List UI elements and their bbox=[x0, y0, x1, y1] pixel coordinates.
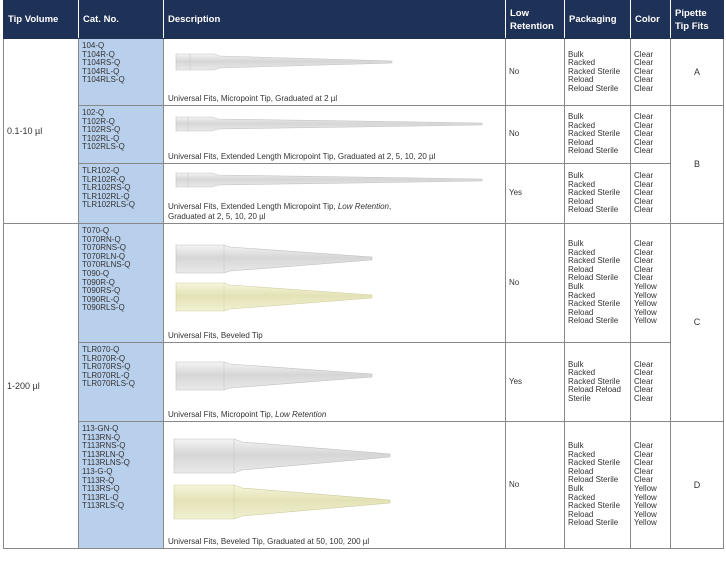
header-description: Description bbox=[164, 1, 506, 39]
low-retention-cell: No bbox=[506, 224, 565, 343]
pipette-tip-image-yellow bbox=[174, 280, 374, 314]
description-text: Universal Fits, Beveled Tip, Graduated at 50, 100, 200 µl bbox=[168, 536, 370, 546]
pipette-tip-image bbox=[174, 114, 484, 134]
description-text bbox=[168, 410, 326, 420]
color-cell: Clear Clear Clear Clear Clear Yellow Yellow Yellow Yellow Yellow bbox=[631, 224, 671, 343]
header-low-retention bbox=[506, 1, 565, 39]
pipette-tip-image bbox=[172, 436, 392, 476]
description-text-part: , Graduated at 2, 5, 10, 20 µl bbox=[168, 202, 392, 221]
description-emphasis: Low Retention bbox=[275, 409, 327, 419]
low-retention-cell: Yes bbox=[506, 343, 565, 422]
header-color: Color bbox=[631, 1, 671, 39]
description-cell bbox=[164, 164, 506, 224]
header-pipette-tip-fits bbox=[671, 1, 724, 39]
pipette-tip-table bbox=[3, 0, 724, 549]
cat-no-cell: 104-Q T104R-Q T104RS-Q T104RL-Q T104RLS-Q bbox=[79, 39, 164, 106]
table-row bbox=[4, 106, 724, 164]
header-tip-volume: Tip Volume bbox=[4, 1, 79, 39]
pipette-tip-image-yellow bbox=[172, 482, 392, 522]
header-pipette-line2: Tip Fits bbox=[675, 20, 709, 32]
color-cell: Clear Clear Clear Clear Clear Yellow Yellow Yellow Yellow Yellow bbox=[631, 422, 671, 549]
packaging-cell: Bulk Racked Racked Sterile Reload Reload Sterile bbox=[565, 343, 631, 422]
description-text: Universal Fits, Micropoint Tip, Graduated at 2 µl bbox=[168, 93, 338, 103]
tip-volume-cell: 1-200 µl bbox=[4, 224, 79, 549]
color-cell: Clear Clear Clear Clear Clear bbox=[631, 164, 671, 224]
tip-fits-cell: C bbox=[671, 224, 724, 422]
header-low-retention-line2: Retention bbox=[510, 20, 554, 32]
description-emphasis: Low Retention bbox=[337, 202, 390, 211]
pipette-tip-image bbox=[174, 359, 374, 393]
color-cell: Clear Clear Clear Clear Clear bbox=[631, 39, 671, 106]
description-cell bbox=[164, 422, 506, 549]
packaging-cell: Bulk Racked Racked Sterile Reload Reload Sterile Bulk Racked Racked Sterile Reload Reload Sterile bbox=[565, 224, 631, 343]
pipette-tip-image bbox=[174, 51, 394, 73]
low-retention-cell: Yes bbox=[506, 164, 565, 224]
header-packaging: Packaging bbox=[565, 1, 631, 39]
tip-volume-cell: 0.1-10 µl bbox=[4, 39, 79, 224]
pipette-tip-image bbox=[174, 170, 484, 190]
color-cell: Clear Clear Clear Clear Clear bbox=[631, 343, 671, 422]
color-cell: Clear Clear Clear Clear Clear bbox=[631, 106, 671, 164]
cat-no-cell: TLR102-Q TLR102R-Q TLR102RS-Q TLR102RL-Q TLR102RLS-Q bbox=[79, 164, 164, 224]
low-retention-cell: No bbox=[506, 106, 565, 164]
description-text: Universal Fits, Extended Length Micropoint Tip, Graduated at 2, 5, 10, 20 µl bbox=[168, 151, 436, 161]
packaging-cell: Bulk Racked Racked Sterile Reload Reload Sterile bbox=[565, 164, 631, 224]
packaging-cell: Bulk Racked Racked Sterile Reload Reload Sterile bbox=[565, 39, 631, 106]
packaging-cell: Bulk Racked Racked Sterile Reload Reload Sterile Bulk Racked Racked Sterile Reload Reload Sterile bbox=[565, 422, 631, 549]
tip-fits-cell: A bbox=[671, 39, 724, 106]
table-row bbox=[4, 343, 724, 422]
description-cell bbox=[164, 106, 506, 164]
low-retention-cell: No bbox=[506, 422, 565, 549]
cat-no-cell: T070-Q T070RN-Q T070RNS-Q T070RLN-Q T070RLNS-Q T090-Q T090R-Q T090RS-Q T090RL-Q T090RLS-Q bbox=[79, 224, 164, 343]
table-row bbox=[4, 422, 724, 549]
description-text-part: Universal Fits, Extended Length Micropoint Tip, bbox=[168, 202, 338, 211]
tip-fits-cell: B bbox=[671, 106, 724, 224]
table-row bbox=[4, 39, 724, 106]
table-row bbox=[4, 224, 724, 343]
packaging-cell: Bulk Racked Racked Sterile Reload Reload Sterile bbox=[565, 106, 631, 164]
description-text: Universal Fits, Beveled Tip bbox=[168, 330, 263, 340]
cat-no-cell: TLR070-Q TLR070R-Q TLR070RS-Q TLR070RL-Q TLR070RLS-Q bbox=[79, 343, 164, 422]
cat-no-cell: 102-Q T102R-Q T102RS-Q T102RL-Q T102RLS-Q bbox=[79, 106, 164, 164]
tip-fits-cell: D bbox=[671, 422, 724, 549]
description-cell bbox=[164, 224, 506, 343]
header-cat-no: Cat. No. bbox=[79, 1, 164, 39]
table-row bbox=[4, 164, 724, 224]
description-text-part: Universal Fits, Micropoint Tip, bbox=[168, 409, 276, 419]
header-row bbox=[4, 1, 724, 39]
header-pipette-line1: Pipette bbox=[675, 7, 707, 19]
description-cell bbox=[164, 343, 506, 422]
description-text bbox=[168, 202, 391, 221]
description-cell bbox=[164, 39, 506, 106]
header-low-retention-line1: Low bbox=[510, 7, 529, 19]
low-retention-cell: No bbox=[506, 39, 565, 106]
pipette-tip-image bbox=[174, 242, 374, 276]
cat-no-cell: 113-GN-Q T113RN-Q T113RNS-Q T113RLN-Q T113RLNS-Q 113-G-Q T113R-Q T113RS-Q T113RL-Q T113RLS-Q bbox=[79, 422, 164, 549]
